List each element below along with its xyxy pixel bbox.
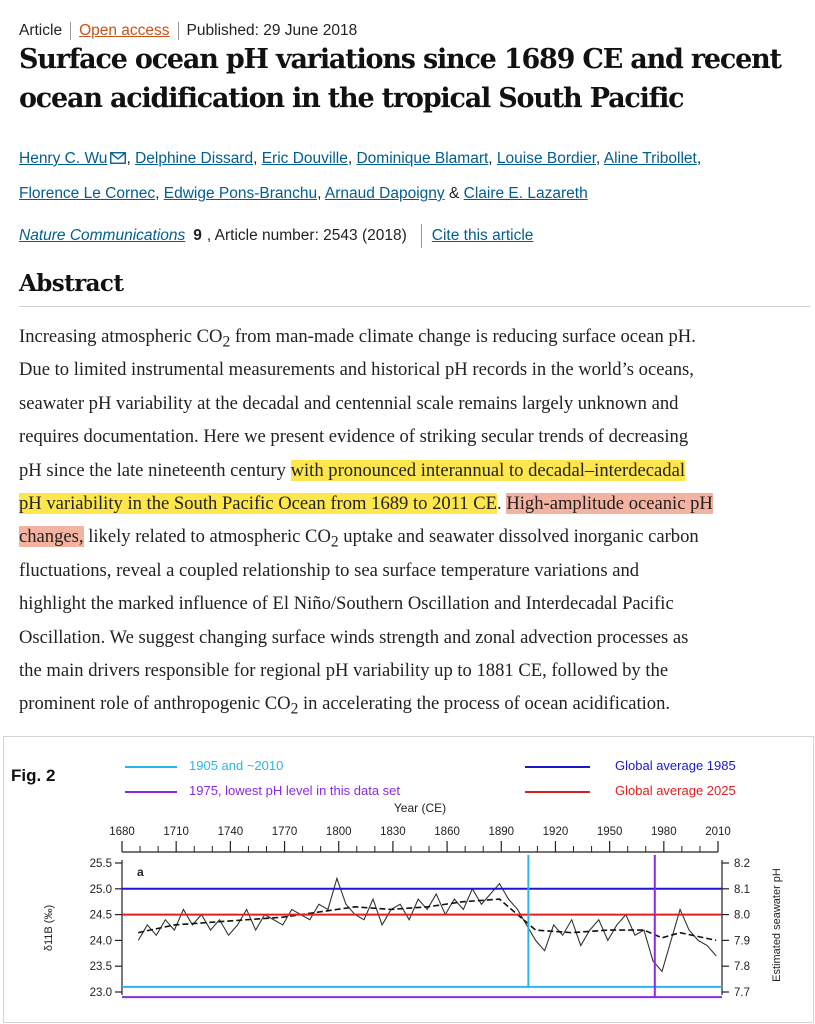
title-line-2: ocean acidification in the tropical South Pacific bbox=[19, 83, 684, 114]
abstract-line: Oscillation. We suggest changing surface winds strength and zonal advection processes as bbox=[19, 626, 689, 648]
abstract-heading: Abstract bbox=[19, 270, 810, 307]
red-highlight: High-amplitude oceanic pH bbox=[506, 492, 713, 514]
abstract-segment: in accelerating the process of ocean acidification. bbox=[298, 693, 671, 715]
cite-article-link[interactable]: Cite this article bbox=[431, 227, 534, 244]
abstract-segment: likely related to atmospheric CO bbox=[83, 526, 331, 548]
abstract-line: fluctuations, reveal a coupled relationship to sea surface temperature variations and bbox=[19, 559, 640, 581]
x-tick-label: 1680 bbox=[109, 826, 135, 838]
abstract-segment: prominent role of anthropogenic CO bbox=[19, 693, 291, 715]
author-link[interactable]: Florence Le Cornec bbox=[19, 185, 156, 202]
author-link[interactable]: Claire E. Lazareth bbox=[463, 185, 588, 202]
x-tick-label: 1770 bbox=[271, 826, 298, 838]
x-tick-label: 1800 bbox=[325, 826, 352, 838]
left-tick-label: 24.5 bbox=[89, 909, 112, 922]
subscript: 2 bbox=[290, 701, 299, 719]
author-link[interactable]: Edwige Pons-Branchu bbox=[163, 185, 318, 202]
author-link[interactable]: Louise Bordier bbox=[496, 150, 597, 167]
abstract-segment: uptake and seawater dissolved inorganic carbon bbox=[338, 526, 699, 548]
journal-volume: 9 bbox=[193, 227, 202, 244]
x-tick-label: 1710 bbox=[163, 826, 189, 838]
x-tick-label: 1890 bbox=[488, 826, 515, 838]
abstract-line: highlight the marked influence of El Niño/Southern Oscillation and Interdecadal Pacific bbox=[19, 593, 674, 615]
author-list: Henry C. Wu , Delphine Dissard, Eric Douville, Dominique Blamart, Louise Bordier, Aline Tribollet, Florence Le Cornec, Edwige Pons-Branchu, Arnaud Dapoigny & Claire E. Lazareth bbox=[19, 142, 809, 211]
subscript: 2 bbox=[330, 534, 339, 552]
yellow-highlight: with pronounced interannual to decadal–interdecadal bbox=[290, 459, 686, 481]
author-link[interactable]: Eric Douville bbox=[261, 150, 348, 167]
legend-label-blue: Global average 1985 bbox=[615, 758, 736, 773]
author-link[interactable]: Delphine Dissard bbox=[135, 150, 254, 167]
right-tick-label: 7.8 bbox=[734, 961, 750, 974]
abstract-segment: Increasing atmospheric CO bbox=[19, 326, 223, 347]
legend-label-purple: 1975, lowest pH level in this data set bbox=[189, 783, 401, 798]
right-tick-label: 7.7 bbox=[734, 987, 750, 999]
series-line-smoothed bbox=[138, 899, 716, 940]
x-tick-label: 2010 bbox=[705, 826, 731, 838]
legend-label-red: Global average 2025 bbox=[615, 783, 736, 798]
figure-label: Fig. 2 bbox=[11, 766, 56, 785]
x-tick-label: 1920 bbox=[542, 826, 569, 838]
author-link[interactable]: Arnaud Dapoigny bbox=[324, 185, 445, 202]
x-tick-label: 1950 bbox=[596, 826, 623, 838]
x-tick-label: 1740 bbox=[217, 826, 244, 838]
open-access-link[interactable]: Open access bbox=[79, 22, 170, 39]
right-axis-title: Estimated seawater pH bbox=[771, 868, 783, 982]
x-axis-title: Year (CE) bbox=[393, 801, 447, 815]
panel-label: a bbox=[137, 865, 144, 879]
abstract-segment: . bbox=[497, 492, 507, 514]
x-tick-label: 1830 bbox=[380, 826, 406, 838]
left-tick-label: 24.0 bbox=[89, 935, 112, 948]
author-link[interactable]: Henry C. Wu bbox=[19, 150, 108, 167]
left-tick-label: 25.5 bbox=[89, 858, 112, 870]
abstract-line: seawater pH variability at the decadal and centennial scale remains largely unknown and bbox=[19, 392, 679, 414]
right-tick-label: 8.2 bbox=[734, 858, 750, 870]
series-line-annual bbox=[138, 878, 716, 971]
left-tick-label: 23.5 bbox=[89, 961, 112, 974]
legend-label-cyan: 1905 and ~2010 bbox=[189, 758, 284, 773]
abstract-line: Due to limited instrumental measurements and historical pH records in the world’s oceans, bbox=[19, 359, 694, 381]
journal-name-link[interactable]: Nature Communications bbox=[19, 227, 186, 244]
right-tick-label: 7.9 bbox=[734, 935, 750, 948]
right-tick-label: 8.1 bbox=[734, 883, 750, 896]
left-tick-label: 25.0 bbox=[89, 883, 112, 896]
title-line-1: Surface ocean pH variations since 1689 CE and recent bbox=[19, 44, 781, 75]
author-link[interactable]: Aline Tribollet bbox=[603, 150, 697, 167]
article-type: Article bbox=[19, 22, 63, 39]
abstract-line: requires documentation. Here we present evidence of striking secular trends of decreasing bbox=[19, 426, 689, 448]
yellow-highlight: pH variability in the South Pacific Ocean from 1689 to 2011 CE bbox=[19, 492, 498, 514]
x-tick-label: 1980 bbox=[651, 826, 677, 838]
author-link[interactable]: Dominique Blamart bbox=[356, 150, 489, 167]
left-axis-title: δ11B (‰) bbox=[43, 904, 55, 952]
right-tick-label: 8.0 bbox=[734, 909, 750, 922]
subscript: 2 bbox=[222, 333, 231, 351]
x-tick-label: 1860 bbox=[434, 826, 460, 838]
article-number: , Article number: 2543 (2018) bbox=[206, 227, 407, 244]
published-date: Published: 29 June 2018 bbox=[186, 22, 358, 39]
abstract-line: the main drivers responsible for regional pH variability up to 1881 CE, followed by the bbox=[19, 659, 669, 681]
abstract-segment: from man-made climate change is reducing surface ocean pH. bbox=[230, 326, 696, 347]
red-highlight: changes, bbox=[19, 526, 84, 548]
abstract-segment: pH since the late nineteenth century bbox=[19, 459, 291, 481]
left-tick-label: 23.0 bbox=[89, 987, 112, 999]
